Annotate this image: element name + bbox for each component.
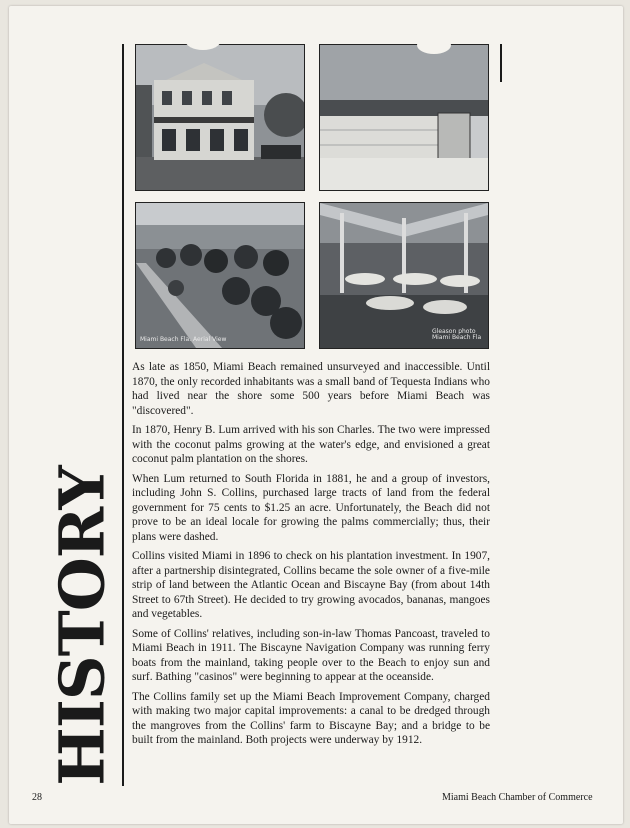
shoreline-walls-photo <box>319 44 489 191</box>
paragraph: The Collins family set up the Miami Beach Improvement Company, charged with making two major capital improvements: a canal to be dredged through the mangroves from the Collins' farm to Biscayne Bay; and a bridge to be built from the mainland. Both projects were underway by 1912. <box>132 690 490 746</box>
paragraph: Some of Collins' relatives, including son-in-law Thomas Pancoast, traveled to Miami Beach in 1911. The Biscayne Navigation Company was running ferry boats from the mainland, taking people over to the Beach to enjoy sun and surf. Bathing "casinos" were beginning to appear at the oceanside. <box>132 627 490 683</box>
right-vertical-rule <box>500 44 502 82</box>
photo-caption: Miami Beach Fla. Aerial View <box>140 336 227 344</box>
paragraph: In 1870, Henry B. Lum arrived with his son Charles. The two were impressed with the coconut palms growing at the water's edge, and envisioned a great coconut palm plantation on the shores. <box>132 424 490 465</box>
early-building-photo <box>135 44 305 191</box>
publisher-name: Miami Beach Chamber of Commerce <box>442 792 593 803</box>
section-title-text: HISTORY <box>46 466 120 786</box>
article-body <box>132 360 490 753</box>
paragraph: As late as 1850, Miami Beach remained unsurveyed and inaccessible. Until 1870, the only recorded inhabitants was a small band of Tequesta Indians who had lived near the shore some 500 years before Miami Beach was "discovered". <box>132 361 490 417</box>
paragraph: Collins visited Miami in 1896 to check on his plantation investment. In 1907, after a partnership disintegrated, Collins became the sole owner of a five-mile strip of land between the Atlantic Ocean and Biscayne Bay (from about 14th Street to 67th Street). He decided to try growing avocados, bananas, mangoes and vegetables. <box>132 550 490 620</box>
page-number: 28 <box>32 792 42 803</box>
section-title <box>46 466 120 786</box>
paragraph: When Lum returned to South Florida in 1881, he and a group of investors, including John S. Collins, purchased large tracts of land from the federal government for 75 cents to $1.25 an acre. Unfortunately, the Beach did not prove to be an ideal locale for growing the palms commercially; thus, their plans were dashed. <box>132 472 490 543</box>
dining-hall-photo <box>319 202 489 349</box>
paper-tear <box>417 36 451 54</box>
faded-watermark <box>514 66 623 626</box>
photo-caption: Gleason photo Miami Beach Fla <box>432 327 482 342</box>
document-page <box>9 6 623 824</box>
palm-avenue-aerial-photo <box>135 202 305 349</box>
left-vertical-rule <box>122 44 124 786</box>
paper-tear <box>185 30 221 50</box>
